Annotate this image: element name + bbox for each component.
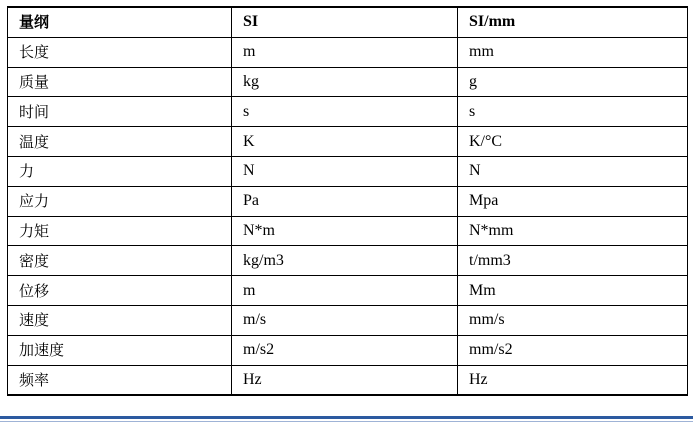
footer-rule-thin xyxy=(0,421,693,422)
cell-si: m xyxy=(232,37,458,67)
table-row xyxy=(8,335,688,365)
table-row xyxy=(8,246,688,276)
cell-si: m/s xyxy=(232,305,458,335)
table-row xyxy=(8,97,688,127)
cell-dimension: 频率 xyxy=(8,365,232,395)
cell-dimension: 位移 xyxy=(8,276,232,306)
cell-si-mm: Hz xyxy=(458,365,688,395)
cell-si: s xyxy=(232,97,458,127)
unit-conversion-table xyxy=(7,6,688,396)
table-row xyxy=(8,37,688,67)
header-dimension: 量纲 xyxy=(8,7,232,37)
table-row xyxy=(8,305,688,335)
cell-dimension: 加速度 xyxy=(8,335,232,365)
table-row xyxy=(8,216,688,246)
cell-si: N*m xyxy=(232,216,458,246)
cell-dimension: 力矩 xyxy=(8,216,232,246)
cell-dimension: 密度 xyxy=(8,246,232,276)
cell-si: K xyxy=(232,127,458,157)
cell-si-mm: mm xyxy=(458,37,688,67)
table-row xyxy=(8,156,688,186)
cell-si-mm: K/°C xyxy=(458,127,688,157)
cell-si: Hz xyxy=(232,365,458,395)
cell-si: Pa xyxy=(232,186,458,216)
cell-si: kg xyxy=(232,67,458,97)
cell-si-mm: Mm xyxy=(458,276,688,306)
cell-si: m xyxy=(232,276,458,306)
table-row xyxy=(8,67,688,97)
cell-dimension: 速度 xyxy=(8,305,232,335)
footer-rule xyxy=(0,416,693,419)
cell-si-mm: s xyxy=(458,97,688,127)
unit-table-container xyxy=(7,6,687,396)
cell-si-mm: t/mm3 xyxy=(458,246,688,276)
table-row xyxy=(8,276,688,306)
cell-dimension: 长度 xyxy=(8,37,232,67)
cell-dimension: 温度 xyxy=(8,127,232,157)
cell-si-mm: N*mm xyxy=(458,216,688,246)
header-si: SI xyxy=(232,7,458,37)
cell-si-mm: mm/s2 xyxy=(458,335,688,365)
cell-si-mm: N xyxy=(458,156,688,186)
cell-si: m/s2 xyxy=(232,335,458,365)
cell-si-mm: mm/s xyxy=(458,305,688,335)
cell-si: kg/m3 xyxy=(232,246,458,276)
table-row xyxy=(8,365,688,395)
cell-dimension: 力 xyxy=(8,156,232,186)
header-si-mm: SI/mm xyxy=(458,7,688,37)
cell-si-mm: Mpa xyxy=(458,186,688,216)
cell-si-mm: g xyxy=(458,67,688,97)
cell-dimension: 应力 xyxy=(8,186,232,216)
table-row xyxy=(8,186,688,216)
table-header-row xyxy=(8,7,688,37)
table-row xyxy=(8,127,688,157)
cell-dimension: 时间 xyxy=(8,97,232,127)
cell-si: N xyxy=(232,156,458,186)
cell-dimension: 质量 xyxy=(8,67,232,97)
